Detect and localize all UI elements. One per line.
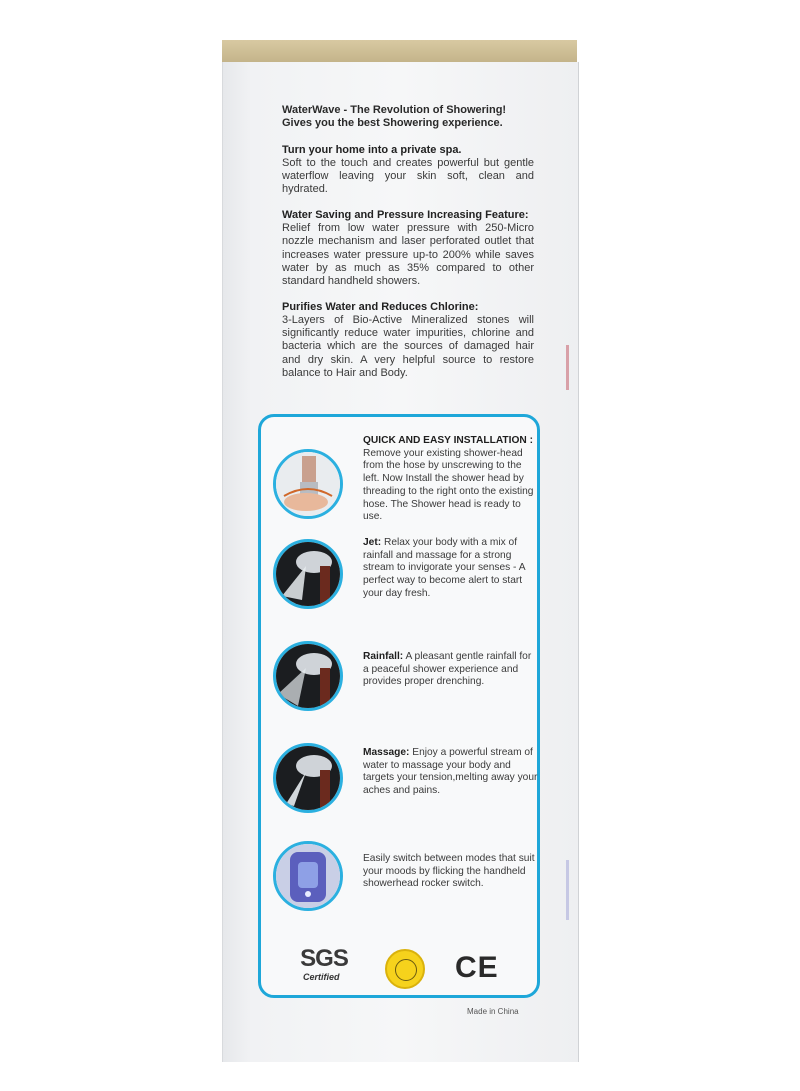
- feature-body: Enjoy a powerful stream of water to massage your body and targets your tension,melting away your aches and pains.: [363, 747, 538, 797]
- section-body: 3-Layers of Bio-Active Mineralized stones will significantly reduce water impurities, chlorine and bacteria which are the sources of damaged hair and dry skin. A very helpful source to restore balance to Hair and Body.: [282, 313, 534, 380]
- feature-text: [363, 537, 539, 601]
- sgs-certified-logo: [289, 945, 359, 991]
- badge-inner-ring: [395, 959, 417, 981]
- feature-title: Rainfall:: [363, 651, 404, 662]
- section-body: Relief from low water pressure with 250-Micro nozzle mechanism and laser perforated outlet that increases water pressure up-to 200% while saves water by as much as 35% compared to other standard handheld showers.: [282, 222, 534, 288]
- feature-body: Remove your existing shower-head from the hose by unscrewing to the left. Now Install the shower head by threading to the right onto the existing hose. The Shower head is ready to use.: [363, 447, 534, 523]
- box-edge-mark: [566, 345, 569, 390]
- massage-spray-photo-icon: [273, 743, 343, 813]
- section-title: Purifies Water and Reduces Chlorine:: [282, 300, 479, 313]
- rainfall-spray-photo-icon: [273, 641, 343, 711]
- description-block: [282, 104, 534, 392]
- section-body: Soft to the touch and creates powerful but gentle waterflow leaving your skin soft, clean and hydrated.: [282, 156, 534, 196]
- ce-mark: CE: [455, 951, 499, 984]
- feature-body: A pleasant gentle rainfall for a peaceful shower experience and provides proper drenching.: [363, 651, 532, 688]
- feature-title: Jet:: [363, 537, 382, 548]
- installation-photo-icon: [273, 449, 343, 519]
- intro-line-2: Gives you the best Showering experience.: [282, 117, 503, 130]
- box-edge-mark: [566, 860, 569, 920]
- rocker-switch-photo-icon: [273, 841, 343, 911]
- made-in-label: Made in China: [467, 1007, 519, 1016]
- feature-text: [363, 853, 539, 891]
- jet-spray-photo-icon: [273, 539, 343, 609]
- section-title: Turn your home into a private spa.: [282, 143, 462, 156]
- sgs-certified-text: Certified: [303, 972, 340, 982]
- section-title: Water Saving and Pressure Increasing Feature:: [282, 208, 529, 221]
- section-spa: [282, 144, 534, 197]
- feature-body: Relax your body with a mix of rainfall and massage for a strong stream to invigorate your senses - A perfect way to become alert to start your day fresh.: [363, 537, 525, 599]
- quality-badge-icon: [385, 949, 425, 989]
- certification-logos: [277, 945, 527, 993]
- feature-title: Massage:: [363, 747, 410, 758]
- feature-body: Easily switch between modes that suit your moods by flicking the handheld showerhead rocker switch.: [363, 853, 535, 890]
- intro: [282, 104, 534, 131]
- feature-title: QUICK AND EASY INSTALLATION :: [363, 435, 533, 446]
- feature-text: [363, 435, 539, 524]
- feature-text: [363, 747, 539, 798]
- sgs-text: SGS: [300, 945, 348, 972]
- box-top-flap: [222, 40, 577, 63]
- intro-line-1: WaterWave - The Revolution of Showering!: [282, 104, 507, 116]
- section-purifies: [282, 301, 534, 381]
- section-water-saving: [282, 209, 534, 289]
- feature-text: [363, 651, 539, 689]
- features-panel: [258, 414, 540, 998]
